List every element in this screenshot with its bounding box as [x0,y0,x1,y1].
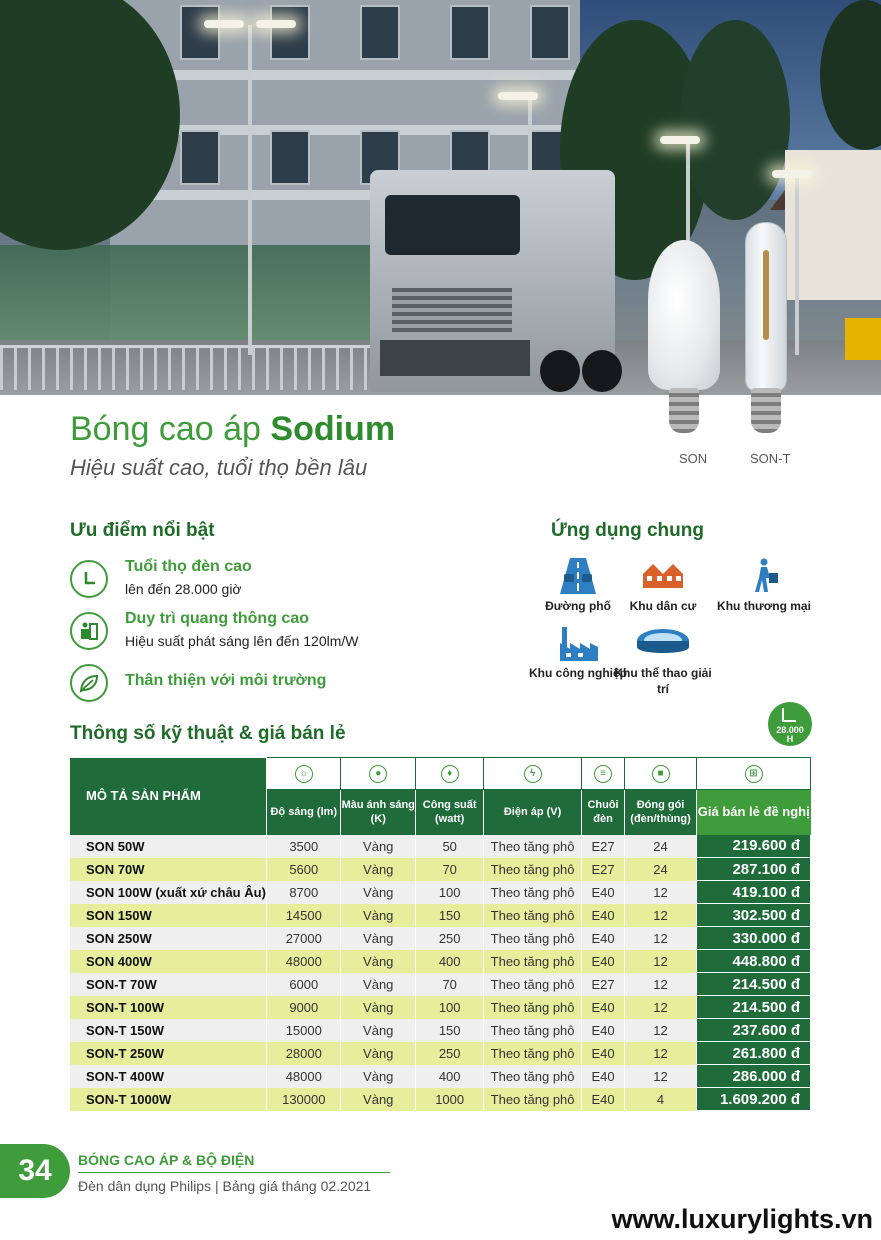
spec-cell: 250 [416,1042,484,1065]
table-row [70,904,811,927]
spec-cell: Vàng [341,904,416,927]
son-t-label: SON-T [750,451,791,466]
lifetime-badge: 28.000 H [768,702,812,746]
spec-cell: 28000 [267,1042,341,1065]
product-name: SON 70W [70,858,267,881]
footer-divider [78,1172,390,1173]
col-icon-brightness [267,758,341,790]
advantage-title: Thân thiện với môi trường [125,672,327,689]
spec-cell: E40 [582,927,625,950]
col-icon-power [416,758,484,790]
spec-cell: 100 [416,881,484,904]
spec-cell: 12 [625,881,697,904]
advantages-heading: Ưu điểm nổi bật [70,520,215,541]
leaf-icon [70,664,108,702]
street-icon [556,558,600,594]
spec-cell: E40 [582,881,625,904]
spec-cell: Theo tăng phô [484,1019,582,1042]
table-row [70,858,811,881]
spec-cell: 12 [625,927,697,950]
spec-cell: E40 [582,1065,625,1088]
col-icon-price [697,758,811,790]
spec-cell: Theo tăng phô [484,973,582,996]
spec-cell: 48000 [267,950,341,973]
spec-cell: Vàng [341,1088,416,1111]
title-bold: Sodium [270,410,396,448]
spec-cell: 70 [416,973,484,996]
spec-cell: 12 [625,1019,697,1042]
stadium-icon [641,625,685,661]
col-desc: MÔ TẢ SẢN PHẨM [70,758,267,835]
col-brightness: Độ sáng (lm) [267,790,341,835]
product-name: SON-T 250W [70,1042,267,1065]
page-number: 34 [0,1144,70,1198]
spec-cell: Vàng [341,1019,416,1042]
spec-cell: E40 [582,1019,625,1042]
col-color: Màu ánh sáng (K) [341,790,416,835]
spec-cell: 150 [416,1019,484,1042]
price-cell: 214.500 đ [697,996,811,1019]
table-row [70,927,811,950]
spec-cell: 27000 [267,927,341,950]
clock-icon [70,560,108,598]
product-name: SON 100W (xuất xứ châu Âu) [70,881,267,904]
table-row [70,1042,811,1065]
product-name: SON-T 100W [70,996,267,1019]
col-icon-pack [625,758,697,790]
col-voltage: Điện áp (V) [484,790,582,835]
spec-cell: E40 [582,996,625,1019]
spec-cell: Vàng [341,973,416,996]
spec-cell: Vàng [341,1042,416,1065]
table-row [70,835,811,858]
spec-cell: 100 [416,996,484,1019]
spec-cell: 12 [625,904,697,927]
advantage-title: Tuổi thọ đèn cao [125,558,252,575]
bulb-icon: ♦ [441,765,459,783]
price-cell: 286.000 đ [697,1065,811,1088]
title-prefix: Bóng cao áp [70,410,261,448]
lumen-icon [70,612,108,650]
app-residential: Khu dân cư [613,558,713,614]
spec-cell: E27 [582,973,625,996]
spec-cell: Vàng [341,858,416,881]
spec-cell: 3500 [267,835,341,858]
col-price: Giá bán lẻ đề nghị [697,790,811,835]
product-name: SON-T 150W [70,1019,267,1042]
spec-heading: Thông số kỹ thuật & giá bán lẻ [70,723,346,744]
sun-icon: ☼ [295,765,313,783]
spec-cell: 9000 [267,996,341,1019]
product-name: SON-T 400W [70,1065,267,1088]
col-icon-voltage [484,758,582,790]
spec-cell: E27 [582,835,625,858]
advantage-item [70,610,490,660]
price-cell: 302.500 đ [697,904,811,927]
product-name: SON 400W [70,950,267,973]
son-bulb-base [669,388,699,433]
spec-cell: 12 [625,996,697,1019]
spec-cell: Theo tăng phô [484,950,582,973]
box-icon: ■ [652,765,670,783]
factory-icon [556,625,600,661]
page-title [70,410,395,449]
spec-cell: 400 [416,1065,484,1088]
spec-cell: Vàng [341,881,416,904]
spec-cell: 15000 [267,1019,341,1042]
table-row [70,950,811,973]
table-row [70,973,811,996]
spec-cell: 400 [416,950,484,973]
app-stadium: Khu thể thao giải trí [613,625,713,697]
product-name: SON 250W [70,927,267,950]
col-power: Công suất (watt) [416,790,484,835]
cart-icon: ⊞ [745,765,763,783]
col-icon-color [341,758,416,790]
spec-cell: 12 [625,1065,697,1088]
spec-cell: 150 [416,904,484,927]
price-cell: 419.100 đ [697,881,811,904]
price-cell: 330.000 đ [697,927,811,950]
price-cell: 219.600 đ [697,835,811,858]
spec-table [70,757,811,1111]
spec-cell: Vàng [341,1065,416,1088]
spec-cell: Theo tăng phô [484,1065,582,1088]
spec-cell: E40 [582,1042,625,1065]
price-cell: 287.100 đ [697,858,811,881]
shopper-icon [742,558,786,594]
spec-cell: Theo tăng phô [484,996,582,1019]
spec-cell: 4 [625,1088,697,1111]
col-pack: Đóng gói (đèn/thùng) [625,790,697,835]
spec-cell: Theo tăng phô [484,927,582,950]
socket-icon: ≡ [594,765,612,783]
spec-cell: 12 [625,973,697,996]
applications-heading: Ứng dụng chung [551,520,704,541]
spec-cell: Theo tăng phô [484,1088,582,1111]
son-label: SON [679,451,708,466]
spec-cell: 12 [625,1042,697,1065]
price-cell: 448.800 đ [697,950,811,973]
spec-cell: E40 [582,904,625,927]
spec-cell: 12 [625,950,697,973]
page-subtitle: Hiệu suất cao, tuổi thọ bền lâu [70,455,368,480]
spec-cell: E27 [582,858,625,881]
price-cell: 214.500 đ [697,973,811,996]
spec-cell: 1000 [416,1088,484,1111]
clock-icon [782,708,796,722]
spec-cell: E40 [582,950,625,973]
spec-cell: Theo tăng phô [484,904,582,927]
spec-cell: Theo tăng phô [484,835,582,858]
spec-cell: Vàng [341,835,416,858]
price-cell: 261.800 đ [697,1042,811,1065]
palette-icon: ● [369,765,387,783]
spec-cell: Vàng [341,996,416,1019]
son-t-bulb-base [751,388,781,433]
app-commercial: Khu thương mại [714,558,814,614]
houses-icon [641,558,685,594]
advantage-desc: lên đến 28.000 giờ [125,581,242,597]
spec-cell: 5600 [267,858,341,881]
spec-cell: Vàng [341,950,416,973]
spec-cell: 130000 [267,1088,341,1111]
spec-cell: 250 [416,927,484,950]
spec-cell: Theo tăng phô [484,881,582,904]
bolt-icon: ϟ [524,765,542,783]
footer-subtitle: Đèn dân dụng Philips | Bảng giá tháng 02.2021 [78,1178,372,1194]
product-name: SON 50W [70,835,267,858]
spec-cell: 48000 [267,1065,341,1088]
table-row [70,1088,811,1111]
app-street: Đường phố [528,558,628,614]
product-name: SON-T 1000W [70,1088,267,1111]
price-cell: 1.609.200 đ [697,1088,811,1111]
spec-cell: 24 [625,858,697,881]
advantage-desc: Hiệu suất phát sáng lên đến 120lm/W [125,633,359,649]
col-icon-socket [582,758,625,790]
app-industrial: Khu công nghiệp [528,625,628,681]
advantage-title: Duy trì quang thông cao [125,610,309,627]
footer-section: BÓNG CAO ÁP & BỘ ĐIỆN [78,1152,255,1168]
product-name: SON 150W [70,904,267,927]
advantage-item [70,558,490,608]
table-row [70,1019,811,1042]
spec-cell: Theo tăng phô [484,858,582,881]
spec-cell: Vàng [341,927,416,950]
spec-cell: 24 [625,835,697,858]
spec-cell: 6000 [267,973,341,996]
spec-cell: 14500 [267,904,341,927]
spec-cell: E40 [582,1088,625,1111]
spec-cell: 50 [416,835,484,858]
advantage-item [70,662,490,712]
price-cell: 237.600 đ [697,1019,811,1042]
spec-cell: 70 [416,858,484,881]
website-url[interactable]: www.luxurylights.vn [611,1204,873,1234]
product-name: SON-T 70W [70,973,267,996]
table-row [70,1065,811,1088]
son-bulb-image [648,240,720,390]
table-row [70,881,811,904]
spec-cell: 8700 [267,881,341,904]
spec-cell: Theo tăng phô [484,1042,582,1065]
col-socket: Chuôi đèn [582,790,625,835]
table-row [70,996,811,1019]
